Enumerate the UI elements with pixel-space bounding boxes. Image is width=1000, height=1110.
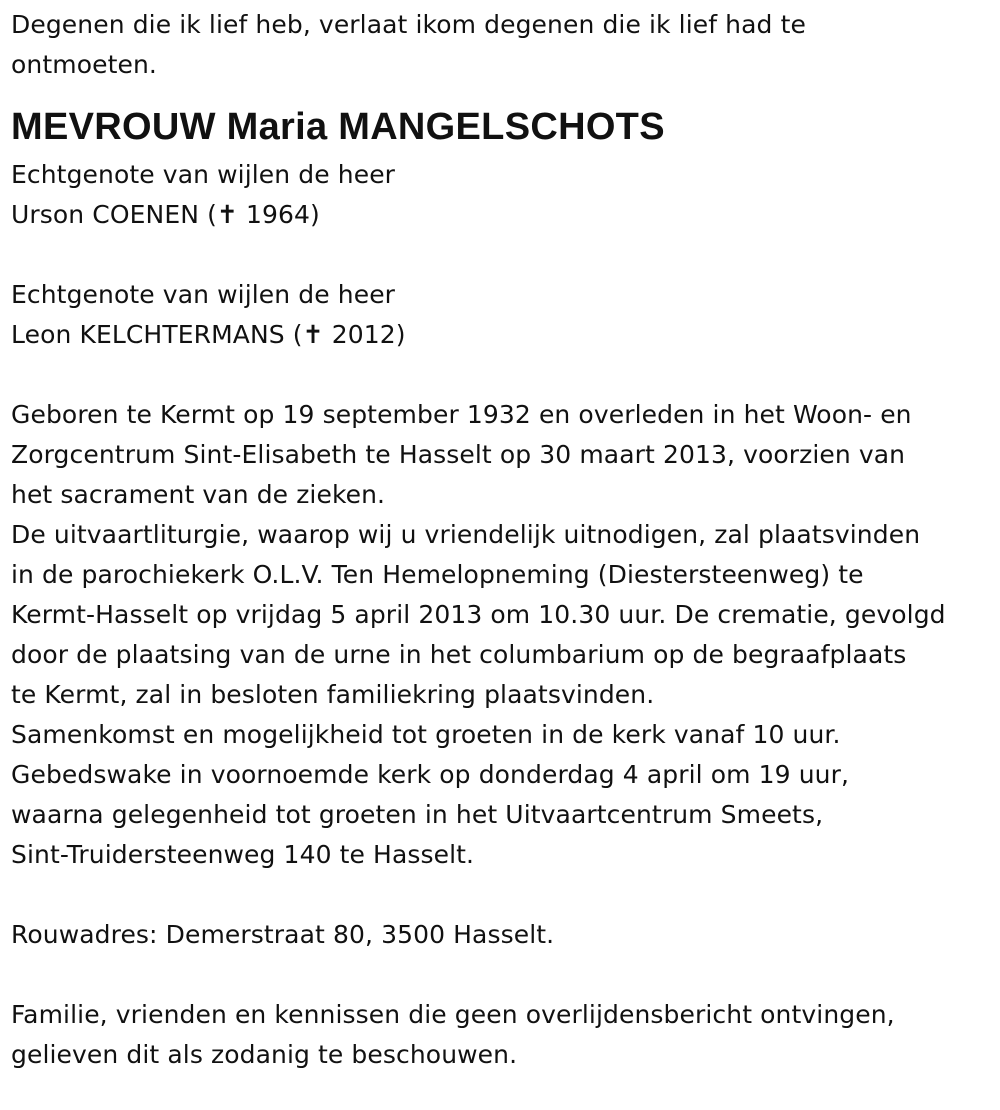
spacer	[11, 875, 996, 915]
spouse-2-year: 2012)	[331, 320, 406, 349]
cross-icon: ✝	[216, 200, 238, 229]
motto-line-1: Degenen die ik lief heb, verlaat ikom degenen die ik lief had te	[11, 10, 806, 39]
deceased-name: MEVROUW Maria MANGELSCHOTS	[11, 106, 665, 148]
details-line: het sacrament van de zieken.	[11, 480, 386, 509]
spacer	[11, 235, 996, 275]
details-line: Samenkomst en mogelijkheid tot groeten in de kerk vanaf 10 uur.	[11, 720, 841, 749]
details-line: De uitvaartliturgie, waarop wij u vriendelijk uitnodigen, zal plaatsvinden	[11, 520, 921, 549]
closing-line-2: gelieven dit als zodanig te beschouwen.	[11, 1040, 518, 1069]
spouse-1-relation: Echtgenote van wijlen de heer	[11, 160, 396, 189]
spouse-2-name: Leon KELCHTERMANS (	[11, 320, 303, 349]
motto	[11, 5, 996, 85]
details-line: Geboren te Kermt op 19 september 1932 en overleden in het Woon- en	[11, 400, 912, 429]
spacer	[11, 955, 996, 995]
details-paragraph	[11, 395, 996, 875]
obituary-notice	[11, 5, 996, 1075]
mourning-address: Rouwadres: Demerstraat 80, 3500 Hasselt.	[11, 920, 555, 949]
spouse-1-name: Urson COENEN (	[11, 200, 217, 229]
spouse-1-year: 1964)	[246, 200, 320, 229]
closing-line-1: Familie, vrienden en kennissen die geen overlijdensbericht ontvingen,	[11, 1000, 895, 1029]
spouse-2-relation: Echtgenote van wijlen de heer	[11, 280, 396, 309]
details-line: Sint-Truidersteenweg 140 te Hasselt.	[11, 840, 475, 869]
motto-line-2: ontmoeten.	[11, 50, 157, 79]
details-line: Kermt-Hasselt op vrijdag 5 april 2013 om 10.30 uur. De crematie, gevolgd	[11, 600, 946, 629]
spouse-1	[11, 155, 996, 235]
details-line: door de plaatsing van de urne in het columbarium op de begraafplaats	[11, 640, 907, 669]
spouse-1-name-line	[11, 195, 996, 235]
details-line: in de parochiekerk O.L.V. Ten Hemelopneming (Diestersteenweg) te	[11, 560, 864, 589]
details-line: Zorgcentrum Sint-Elisabeth te Hasselt op 30 maart 2013, voorzien van	[11, 440, 906, 469]
spacer	[11, 355, 996, 395]
spouse-2-name-line	[11, 315, 996, 355]
details-line: waarna gelegenheid tot groeten in het Uitvaartcentrum Smeets,	[11, 800, 824, 829]
cross-icon: ✝	[302, 320, 324, 349]
details-line: Gebedswake in voornoemde kerk op donderdag 4 april om 19 uur,	[11, 760, 850, 789]
closing-note	[11, 995, 996, 1075]
details-line: te Kermt, zal in besloten familiekring plaatsvinden.	[11, 680, 655, 709]
spouse-2	[11, 275, 996, 355]
